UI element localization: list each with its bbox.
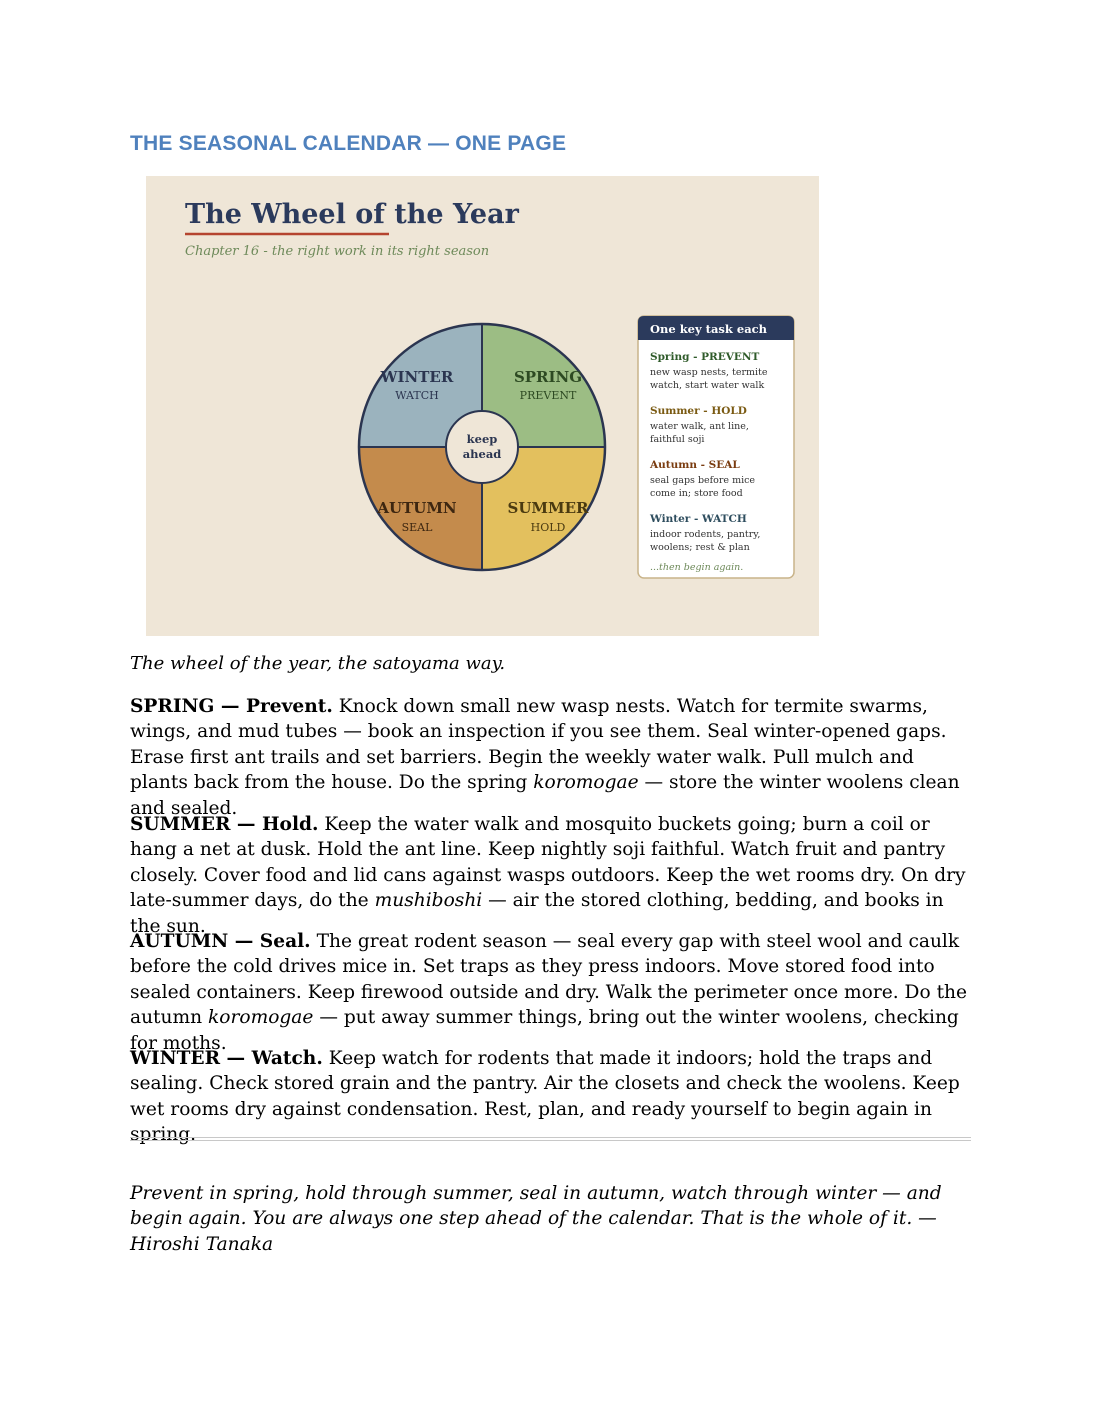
key-item-summer-line2: faithful soji xyxy=(650,434,705,445)
key-item-autumn-line1: seal gaps before mice xyxy=(650,475,756,486)
summer-paragraph xyxy=(130,812,972,939)
key-item-spring-title: Spring - PREVENT xyxy=(650,351,760,363)
closing-quote: Prevent in spring, hold through summer, seal in autumn, watch through winter — and begin again. You are always one step ahead of the calendar. That is the whole of it. — Hiroshi Tanaka xyxy=(130,1183,942,1255)
key-item-autumn-title: Autumn - SEAL xyxy=(650,459,740,471)
autumn-text-b: — put away summer things, bring out the winter woolens, checking for moths. xyxy=(130,1007,959,1054)
figure-caption: The wheel of the year, the satoyama way. xyxy=(130,653,506,674)
spring-text-b: — store the winter woolens clean and sealed. xyxy=(130,772,960,819)
spring-label: SPRING xyxy=(513,368,583,386)
spring-lead: SPRING — Prevent. xyxy=(130,696,333,717)
spring-term: koromogae xyxy=(533,772,639,794)
spring-verb: PREVENT xyxy=(519,389,577,402)
summer-label: SUMMER xyxy=(507,499,589,517)
section-divider xyxy=(130,1137,971,1141)
summer-text-b: — air the stored clothing, bedding, and books in the sun. xyxy=(130,890,944,937)
key-item-winter-title: Winter - WATCH xyxy=(650,513,747,525)
center-label-ahead: ahead xyxy=(462,447,502,461)
winter-label: WINTER xyxy=(380,368,454,386)
winter-paragraph xyxy=(130,1046,972,1148)
key-item-summer-line1: water walk, ant line, xyxy=(650,421,749,432)
summer-lead: SUMMER — Hold. xyxy=(130,814,319,835)
document-heading: THE SEASONAL CALENDAR — ONE PAGE xyxy=(130,132,567,155)
key-item-spring-line2: watch, start water walk xyxy=(650,380,765,391)
autumn-label: AUTUMN xyxy=(377,499,457,517)
figure-subtitle: Chapter 16 - the right work in its right season xyxy=(185,244,490,259)
spring-text-a: Knock down small new wasp nests. Watch for termite swarms, wings, and mud tubes — book an inspection if you see them. Seal winter-opened gaps. Erase first ant trails and set barriers. Begin the weekly water walk. Pull mulch and plants back from the house. Do the spring xyxy=(130,696,947,794)
center-label-keep: keep xyxy=(466,432,498,446)
key-item-spring-line1: new wasp nests, termite xyxy=(650,367,768,378)
autumn-verb: SEAL xyxy=(401,521,433,534)
season-wheel xyxy=(359,324,605,570)
spring-paragraph xyxy=(130,694,972,821)
winter-lead: WINTER — Watch. xyxy=(130,1048,323,1069)
key-item-winter-line2: woolens; rest & plan xyxy=(650,542,750,553)
autumn-paragraph xyxy=(130,929,972,1056)
autumn-lead: AUTUMN — Seal. xyxy=(130,931,311,952)
winter-text-a: Keep watch for rodents that made it indoors; hold the traps and sealing. Check stored grain and the pantry. Air the closets and check the woolens. Keep wet rooms dry against condensation. Rest, plan, and ready yourself to begin again in spring. xyxy=(130,1048,960,1146)
summer-term: mushiboshi xyxy=(374,890,483,912)
wheel-of-year-figure xyxy=(146,176,819,636)
key-task-box xyxy=(638,316,794,578)
key-item-winter-line1: indoor rodents, pantry, xyxy=(650,529,761,540)
autumn-text-a: The great rodent season — seal every gap with steel wool and caulk before the cold drives mice in. Set traps as they press indoors. Move stored food into sealed containers. Keep firewood outside and dry. Walk the perimeter once more. Do the autumn xyxy=(130,931,968,1029)
key-item-summer-title: Summer - HOLD xyxy=(650,405,747,417)
winter-verb: WATCH xyxy=(395,389,439,402)
key-box-header: One key task each xyxy=(650,322,768,336)
figure-title: The Wheel of the Year xyxy=(185,199,519,230)
key-item-autumn-line2: come in; store food xyxy=(650,488,743,499)
wheel-figure-svg xyxy=(146,176,819,636)
autumn-term: koromogae xyxy=(208,1007,314,1029)
summer-verb: HOLD xyxy=(530,521,566,534)
key-box-footer: ...then begin again. xyxy=(650,562,744,573)
summer-text-a: Keep the water walk and mosquito buckets going; burn a coil or hang a net at dusk. Hold the ant line. Keep nightly soji faithful. Watch fruit and pantry closely. Cover food and lid cans against wasps outdoors. Keep the wet rooms dry. On dry late-summer days, do the xyxy=(130,814,966,912)
